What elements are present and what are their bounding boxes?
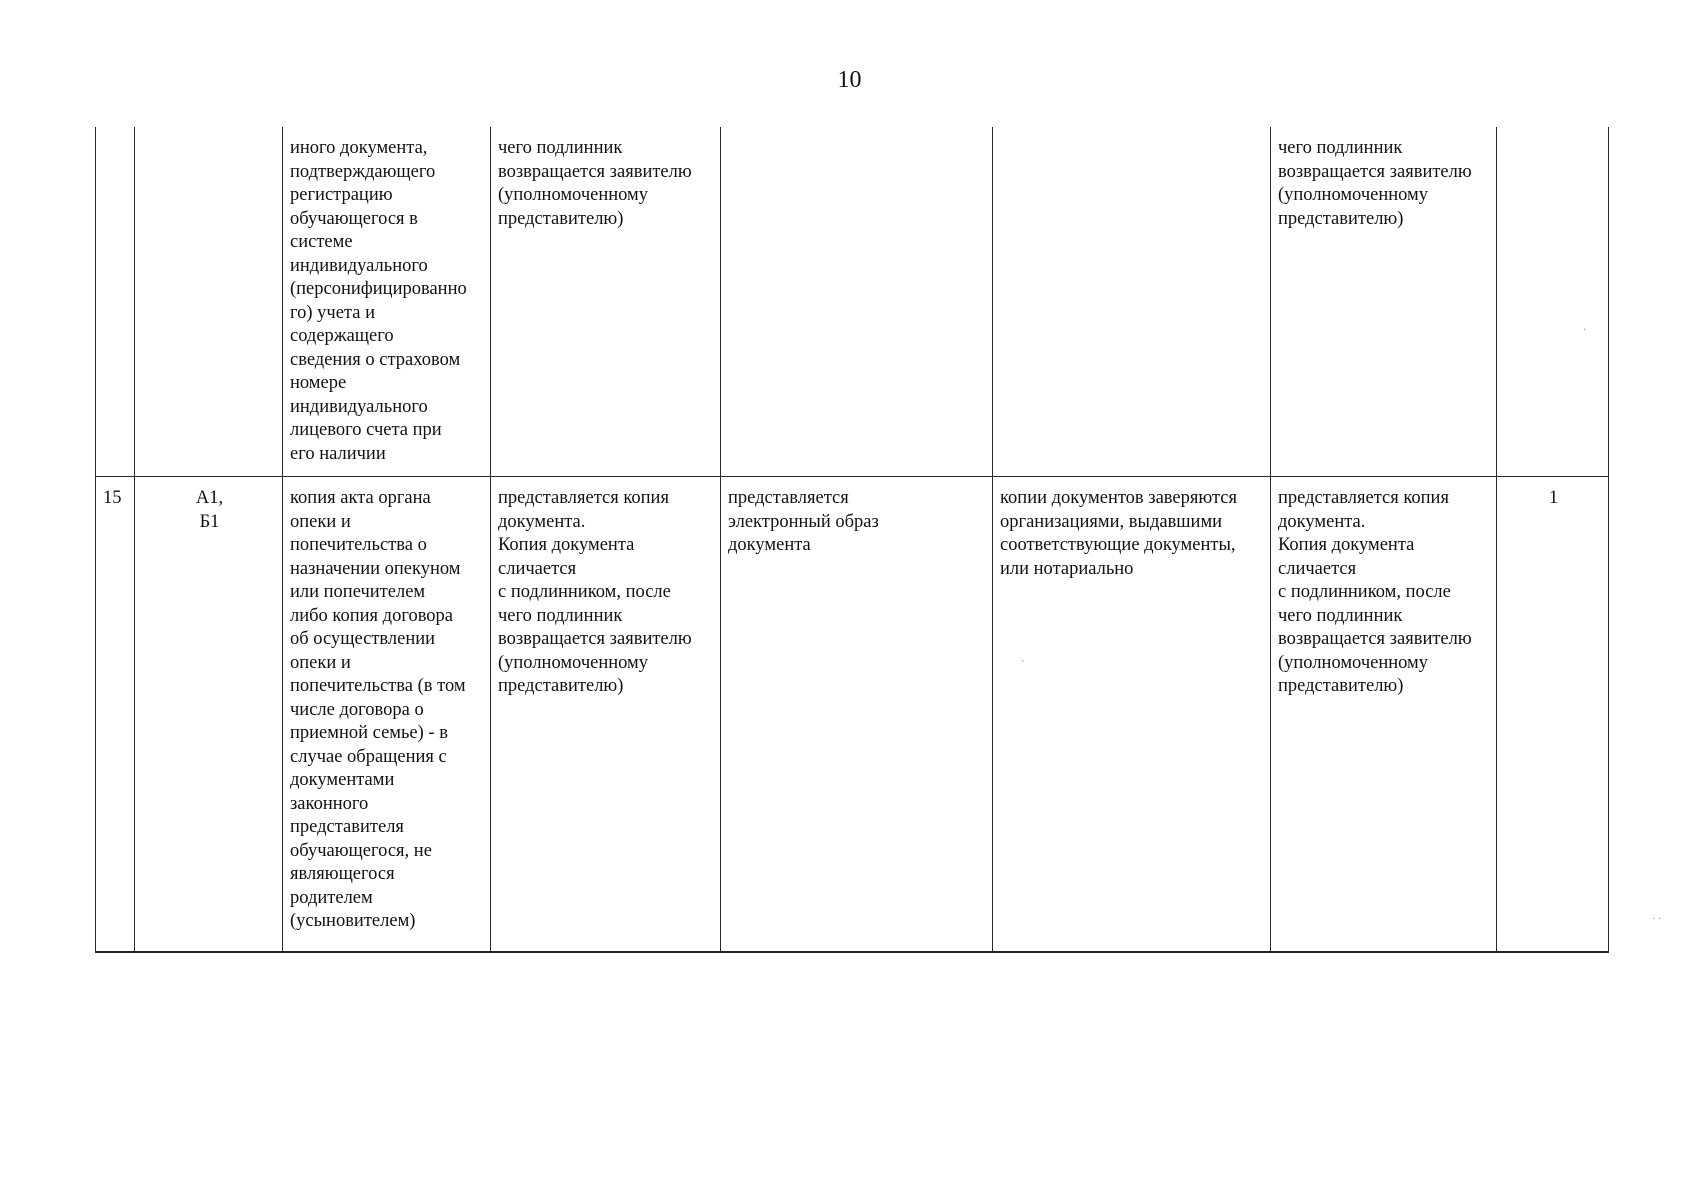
row-number-cell <box>96 127 135 477</box>
document-name-cell: иного документа, подтверждающего регистрацию обучающегося в системе индивидуального (персонифицированно го) учета и содержащего сведения о страховом номере индивидуального лицевого счета при его наличии <box>283 127 491 477</box>
scan-speck: ' <box>1022 659 1024 670</box>
document-name-cell: копия акта органа опеки и попечительства о назначении опекуном или попечителем либо копия договора об осуществлении опеки и попечительства (в том числе договора о приемной семье) - в случае обращения с документами законного представителя обучающегося, не являющегося родителем (усыновителем) <box>283 477 491 953</box>
certification-requirement-cell <box>993 127 1271 477</box>
submission-requirement-cell: представляется копия документа. Копия документа сличается с подлинником, после чего подлинник возвращается заявителю (уполномоченному представителю) <box>1271 477 1497 953</box>
paper-form-requirement-cell: чего подлинник возвращается заявителю (уполномоченному представителю) <box>491 127 721 477</box>
pages-count-cell <box>1497 127 1609 477</box>
scan-speck: · <box>1583 325 1587 336</box>
table-row <box>96 127 1609 477</box>
paper-form-requirement-cell: представляется копия документа. Копия документа сличается с подлинником, после чего подлинник возвращается заявителю (уполномоченному представителю) <box>491 477 721 953</box>
table-row <box>96 477 1609 953</box>
certification-requirement-cell: копии документов заверяются организациями, выдавшими соответствующие документы, или нотариально <box>993 477 1271 953</box>
submission-requirement-cell: чего подлинник возвращается заявителю (уполномоченному представителю) <box>1271 127 1497 477</box>
electronic-form-requirement-cell: представляется электронный образ документа <box>721 477 993 953</box>
scan-speck: · · <box>1652 914 1662 925</box>
row-number-cell: 15 <box>96 477 135 953</box>
electronic-form-requirement-cell <box>721 127 993 477</box>
category-code-cell: А1, Б1 <box>135 477 283 953</box>
pages-count-cell: 1 <box>1497 477 1609 953</box>
page-number: 10 <box>837 67 862 93</box>
category-code-cell <box>135 127 283 477</box>
requirements-table <box>95 127 1609 953</box>
